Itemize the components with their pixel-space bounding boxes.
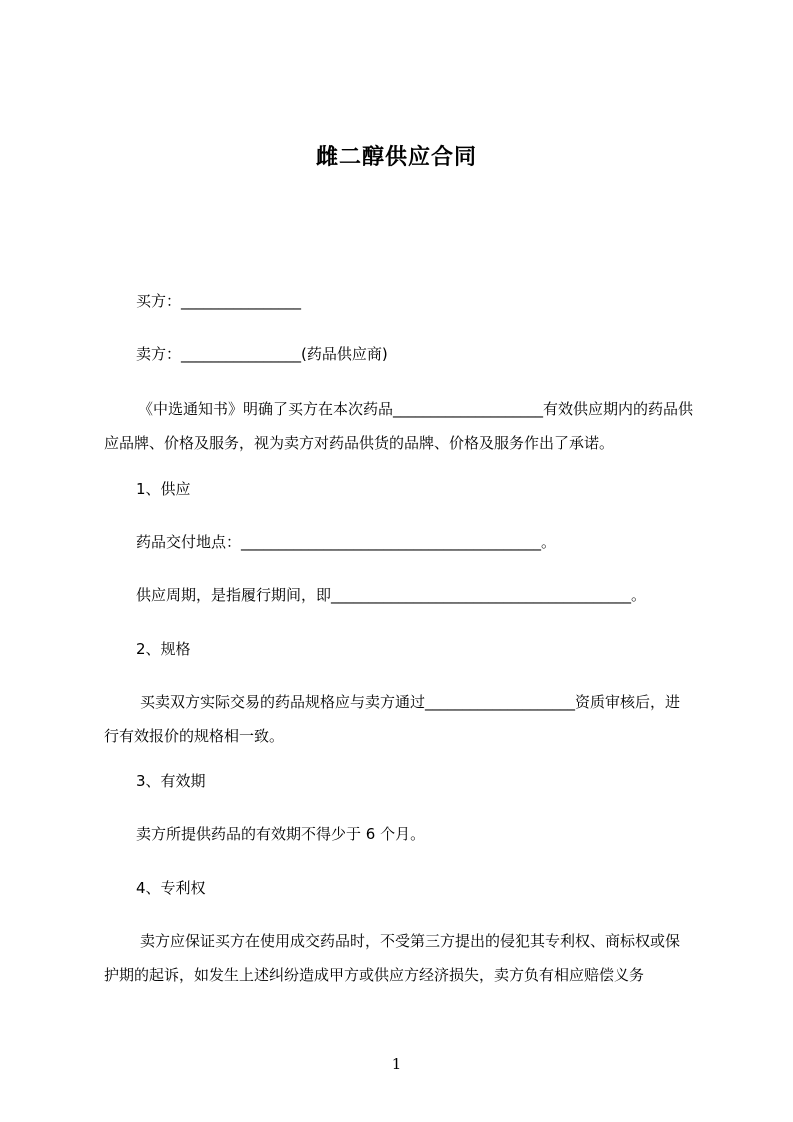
spec-paragraph: 买卖双方实际交易的药品规格应与卖方通过____________________资质审核后，进行有效报价的规格相一致。 xyxy=(104,693,681,745)
document-title: 雌二醇供应合同 xyxy=(315,145,477,170)
page-number: 1 xyxy=(391,1055,402,1073)
seller-line: 卖方：________________(药品供应商) xyxy=(136,345,388,363)
section-heading-validity: 3、有效期 xyxy=(136,772,206,790)
intro-paragraph: 《中选通知书》明确了买方在本次药品____________________有效供应期内的药品供应品牌、价格及服务，视为卖方对药品供货的品牌、价格及服务作出了承诺。 xyxy=(104,400,694,452)
buyer-line: 买方：________________ xyxy=(136,292,302,310)
section-heading-spec: 2、规格 xyxy=(136,640,191,658)
supply-location-line: 药品交付地点：________________________________________。 xyxy=(136,533,557,551)
patent-paragraph: 卖方应保证买方在使用成交药品时，不受第三方提出的侵犯其专利权、商标权或保护期的起诉，如发生上述纠纷造成甲方或供应方经济损失，卖方负有相应赔偿义务 xyxy=(104,932,681,984)
section-heading-patent: 4、专利权 xyxy=(136,879,206,897)
supply-period-line: 供应周期，是指履行期间，即________________________________________。 xyxy=(136,586,647,604)
validity-paragraph: 卖方所提供药品的有效期不得少于 6 个月。 xyxy=(136,825,426,843)
section-heading-supply: 1、供应 xyxy=(136,480,191,498)
